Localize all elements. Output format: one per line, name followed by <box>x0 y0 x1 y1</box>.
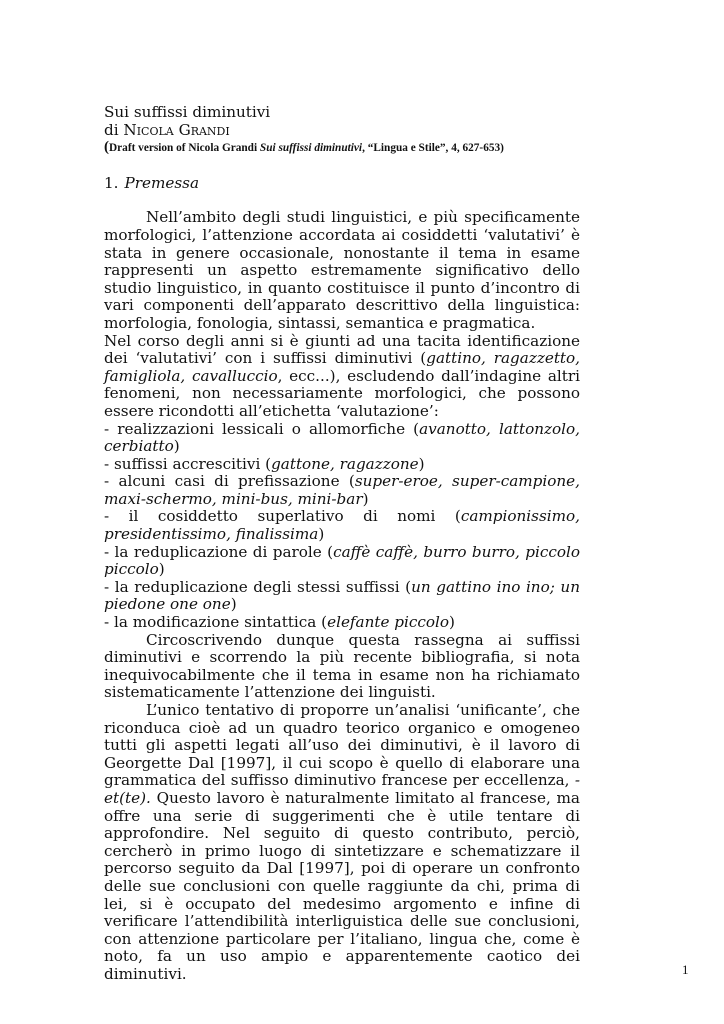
list-item-examples: elefante piccolo <box>327 613 450 632</box>
list-item <box>104 614 580 632</box>
list-item-close: ) <box>449 613 455 632</box>
list-item-text: - il cosiddetto superlativo di nomi ( <box>104 507 461 526</box>
author-name: Nicola Grandi <box>123 120 230 139</box>
list-item-text: - suffissi accrescitivi ( <box>104 454 272 473</box>
paragraph-4-suffix: -et(te). <box>104 771 580 807</box>
page-content <box>104 104 580 984</box>
paragraph-1: Nell’ambito degli studi linguistici, e più specificamente morfologici, l’attenzione accordata ai cosiddetti ‘valutativi’ è stata in genere occasionale, nonostante il tema in esame rappresenti un aspetto estremamente significativo dello studio linguistico, in quanto costituisce il punto d’incontro di vari componenti dell’apparato descrittivo della linguistica: morfologia, fonologia, sintassi, semantica e pragmatica. <box>104 208 580 332</box>
list-item-close: ) <box>173 437 180 456</box>
list-item-text: - la reduplicazione degli stessi suffissi ( <box>104 577 412 596</box>
list-item <box>104 456 580 474</box>
list-item-close: ) <box>362 489 369 508</box>
paragraph-2-part-b: , ecc...), escludendo dall’indagine altri fenomeni, non necessariamente morfologici, che possono essere ricondotti all’etichetta ‘valutazione’: <box>104 366 580 420</box>
list-item-text: - la reduplicazione di parole ( <box>104 542 334 561</box>
draft-open-paren: ( <box>104 139 109 156</box>
list-item-examples: caffè caffè, burro burro, piccolo piccolo <box>104 542 581 579</box>
paragraph-2 <box>104 333 580 421</box>
list-item-examples: super-eroe, super-campione, maxi-schermo, mini-bus, mini-bar <box>104 472 580 508</box>
draft-text-1: Draft version of Nicola Grandi <box>109 142 260 155</box>
paragraph-4 <box>104 702 580 984</box>
paragraph-3: Circoscrivendo dunque questa rassegna ai suffissi diminutivi e scorrendo la più recente bibliografia, si nota inequivocabilmente che il tema in esame non ha richiamato sistematicamente l’attenzione dei linguisti. <box>104 630 580 702</box>
list-item-text: - alcuni casi di prefissazione ( <box>104 472 355 491</box>
list-item <box>104 579 580 614</box>
list-item-close: ) <box>158 560 165 579</box>
list-evaluatives <box>104 421 580 632</box>
draft-note <box>104 139 580 158</box>
list-item-close: ) <box>230 595 237 614</box>
list-item-examples: campionissimo, presidentissimo, finalissima <box>104 507 580 544</box>
document-title: Sui suffissi diminutivi <box>104 103 271 121</box>
author-line <box>104 122 580 140</box>
paragraph-2-examples: gattino, ragazzetto, famigliola, cavalluccio <box>104 349 581 385</box>
list-item-examples: gattone, ragazzone <box>271 454 419 473</box>
list-item <box>104 473 580 508</box>
list-item-examples: avanotto, lattonzolo, cerbiatto <box>104 419 580 456</box>
paragraph-4-part-b: Questo lavoro è naturalmente limitato al francese, ma offre una serie di suggerimenti che è utile tentare di approfondire. Nel seguito di questo contributo, perciò, cercherò in primo luogo di sintetizzare e schematizzare il percorso seguito da Dal [1997], poi di operare un confronto delle sue conclusioni con quelle raggiunte da chi, prima di lei, si è occupato del medesimo argomento e infine di verificare l’attendibilità interliguistica delle sue conclusioni, con attenzione particolare per l’italiano, lingua che, come è noto, fa un uso ampio e apparentemente caotico dei diminutivi. <box>104 788 580 983</box>
section-number: 1. <box>104 173 119 192</box>
draft-italic-title: Sui suffissi diminutivi <box>259 142 363 155</box>
list-item <box>104 508 580 543</box>
list-item <box>104 544 580 579</box>
page-number: 1 <box>682 962 689 977</box>
list-item-text: - la modificazione sintattica ( <box>104 613 328 632</box>
paragraph-2-part-a: Nel corso degli anni si è giunti ad una tacita identificazione dei ‘valutativi’ con i suffissi diminutivi ( <box>104 331 580 368</box>
section-heading <box>104 175 580 193</box>
section-title: Premessa <box>124 173 199 192</box>
list-item-examples: un gattino ino ino; un piedone one one <box>104 577 580 614</box>
list-item-close: ) <box>318 525 325 544</box>
list-item-close: ) <box>418 454 425 473</box>
author-prefix: di <box>104 120 119 139</box>
list-item <box>104 421 580 456</box>
draft-text-2: , “Lingua e Stile”, 4, 627-653) <box>362 142 504 155</box>
paragraph-4-part-a: L’unico tentativo di proporre un’analisi ‘unificante’, che riconduca cioè ad un quadro teorico organico e omogeneo tutti gli aspetti legati all’uso dei diminutivi, è il lavoro di Georgette Dal [1997], il cui scopo è quello di elaborare una grammatica del suffisso diminutivo francese per eccellenza, <box>104 701 580 790</box>
list-item-text: - realizzazioni lessicali o allomorfiche ( <box>104 419 420 438</box>
